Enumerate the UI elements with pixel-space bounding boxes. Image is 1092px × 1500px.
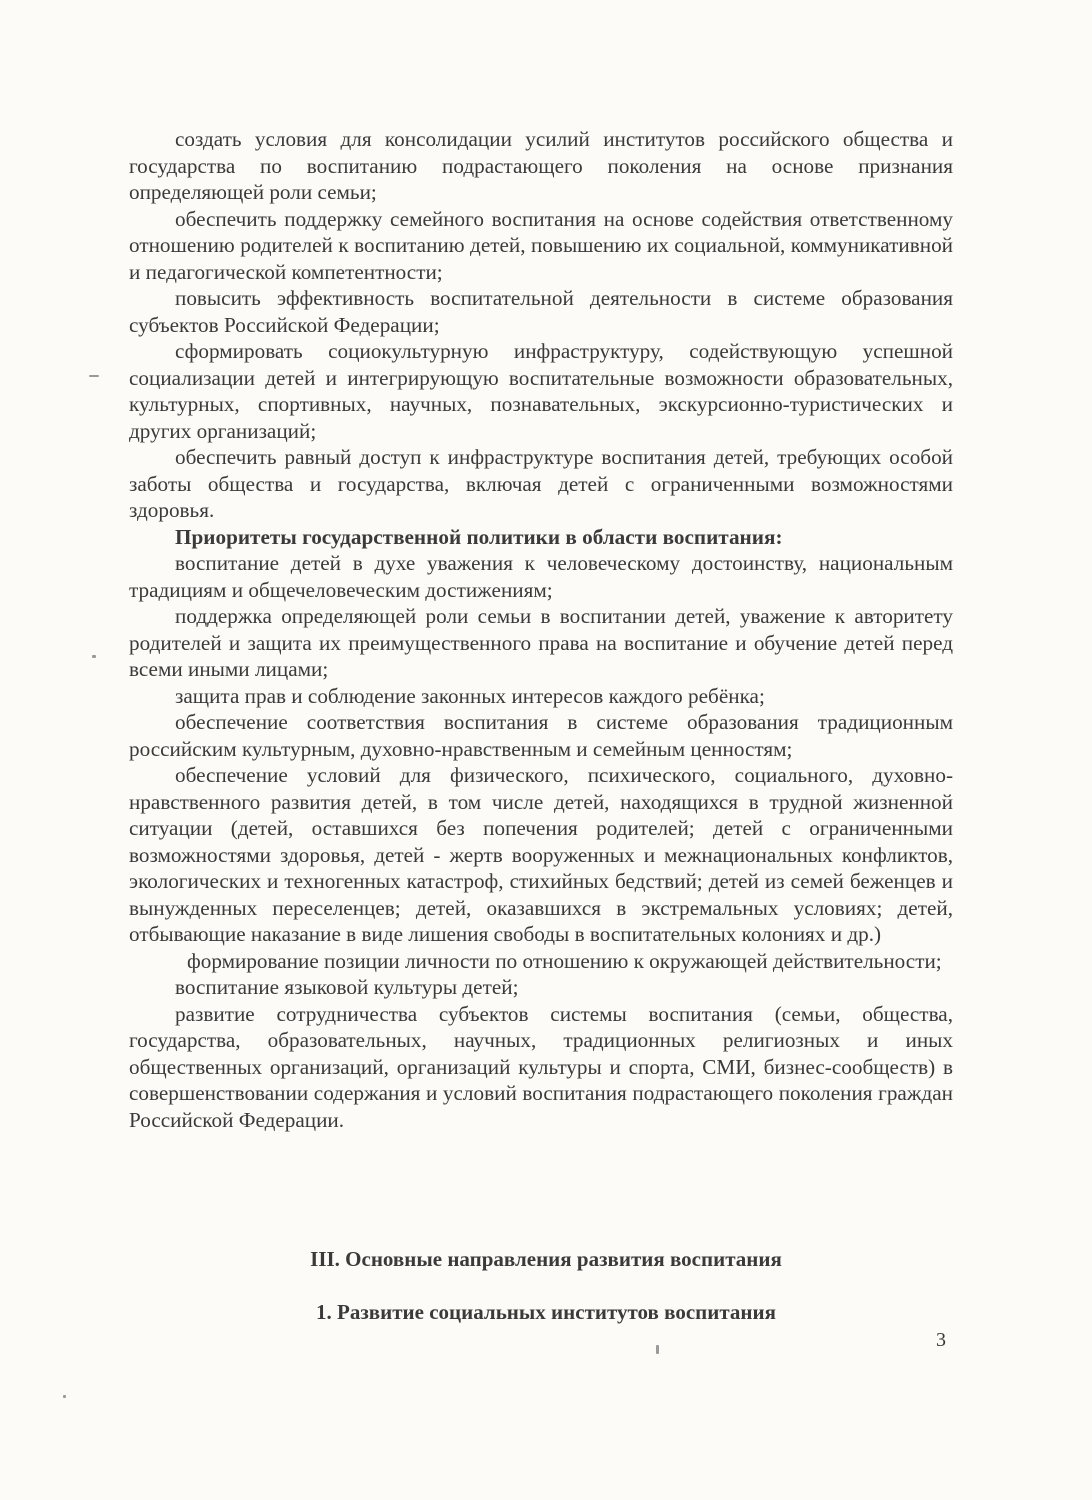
- priorities-heading: Приоритеты государственной политики в области воспитания:: [175, 524, 783, 549]
- scan-speck: [89, 375, 99, 377]
- paragraph: создать условия для консолидации усилий институтов российского общества и государства по воспитанию подрастающего поколения на основе признания определяющей роли семьи;: [129, 127, 953, 204]
- paragraph: защита прав и соблюдение законных интересов каждого ребёнка;: [175, 683, 765, 708]
- paragraph: поддержка определяющей роли семьи в воспитании детей, уважение к авторитету родителей и защита их преимущественного права на воспитание и обучение детей перед всеми иными лицами;: [129, 604, 953, 681]
- body-text: [129, 126, 953, 1133]
- section-heading: III. Основные направления развития воспитания: [310, 1247, 782, 1271]
- subsection-heading: 1. Развитие социальных институтов воспитания: [316, 1300, 776, 1324]
- page-number: 3: [936, 1329, 946, 1351]
- paragraph: обеспечение условий для физического, психического, социального, духовно-нравственного развития детей, в том числе детей, находящихся в трудной жизненной ситуации (детей, оставшихся без попечения родителей; детей с ограниченными возможностями здоровья, детей - жертв вооруженных и межнациональных конфликтов, экологических и техногенных катастроф, стихийных бедствий; детей из семей беженцев и вынужденных переселенцев; детей, оказавшихся в экстремальных условиях; детей, отбывающие наказание в виде лишения свободы в воспитательных колониях и др.): [129, 763, 953, 946]
- scan-speck: [63, 1395, 66, 1398]
- paragraph: воспитание детей в духе уважения к человеческому достоинству, национальным традициям и общечеловеческим достижениям;: [129, 551, 953, 602]
- scan-speck: [656, 1345, 659, 1354]
- scan-speck: [92, 655, 96, 658]
- paragraph: обеспечить равный доступ к инфраструктуре воспитания детей, требующих особой заботы общества и государства, включая детей с ограниченными возможностями здоровья.: [129, 445, 953, 522]
- paragraph: обеспечить поддержку семейного воспитания на основе содействия ответственному отношению родителей к воспитанию детей, повышению их социальной, коммуникативной и педагогической компетентности;: [129, 206, 953, 284]
- paragraph: развитие сотрудничества субъектов системы воспитания (семьи, общества, государства, образовательных, научных, традиционных религиозных и иных общественных организаций, организаций культуры и спорта, СМИ, бизнес-сообществ) в совершенствовании содержания и условий воспитания подрастающего поколения граждан Российской Федерации.: [129, 1001, 953, 1132]
- paragraph: обеспечение соответствия воспитания в системе образования традиционным российским культурным, духовно-нравственным и семейным ценностям;: [129, 710, 953, 761]
- paragraph: воспитание языковой культуры детей;: [175, 975, 519, 999]
- paragraph: повысить эффективность воспитательной деятельности в системе образования субъектов Российской Федерации;: [129, 286, 953, 337]
- paragraph: формирование позиции личности по отношению к окружающей действительности;: [187, 948, 942, 973]
- paragraph: сформировать социокультурную инфраструктуру, содействующую успешной социализации детей и интегрирующую воспитательные возможности образовательных, культурных, спортивных, научных, познавательных, экскурсионно-туристических и других организаций;: [129, 339, 953, 443]
